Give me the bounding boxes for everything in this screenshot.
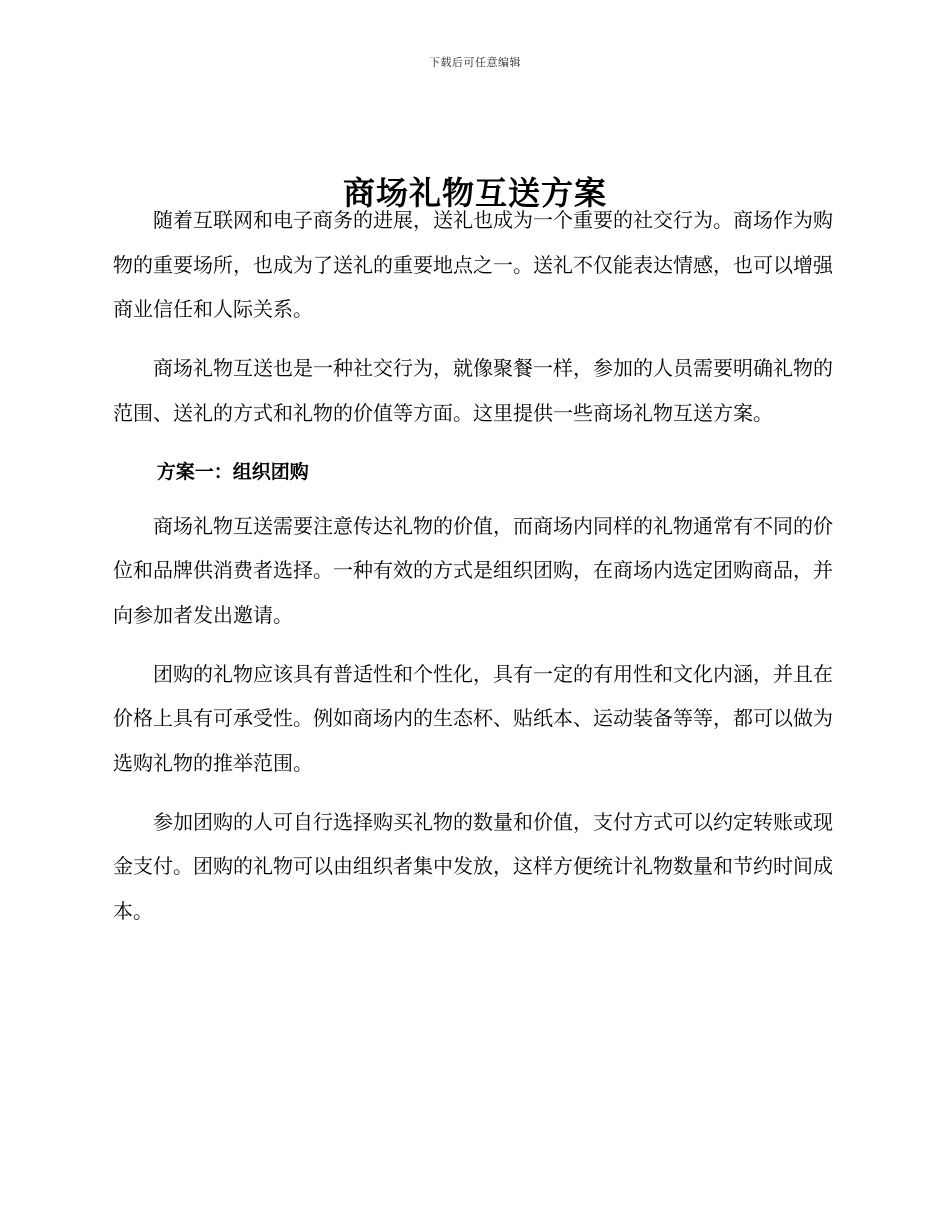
document-title: 商场礼物互送方案	[342, 174, 607, 213]
section-heading: 方案一：组织团购	[156, 460, 309, 483]
header-note: 下载后可任意编辑	[429, 56, 521, 69]
intro-paragraph-1: 随着互联网和电子商务的进展，送礼也成为一个重要的社交行为。商场作为购物的重要场所，也成为了送礼的重要地点之一。送礼不仅能表达情感，也可以增强商业信任和人际关系。	[113, 208, 833, 322]
section-paragraph-2: 团购的礼物应该具有普适性和个性化，具有一定的有用性和文化内涵，并且在价格上具有可承受性。例如商场内的生态杯、贴纸本、运动装备等等，都可以做为选购礼物的推举范围。	[113, 661, 833, 776]
section-paragraph-1: 商场礼物互送需要注意传达礼物的价值，而商场内同样的礼物通常有不同的价位和品牌供消费者选择。一种有效的方式是组织团购，在商场内选定团购商品，并向参加者发出邀请。	[113, 513, 833, 627]
document-body	[113, 198, 833, 948]
section-paragraph-3: 参加团购的人可自行选择购买礼物的数量和价值，支付方式可以约定转账或现金支付。团购的礼物可以由组织者集中发放，这样方便统计礼物数量和节约时间成本。	[113, 809, 833, 924]
intro-paragraph-2: 商场礼物互送也是一种社交行为，就像聚餐一样，参加的人员需要明确礼物的范围、送礼的方式和礼物的价值等方面。这里提供一些商场礼物互送方案。	[113, 356, 833, 425]
